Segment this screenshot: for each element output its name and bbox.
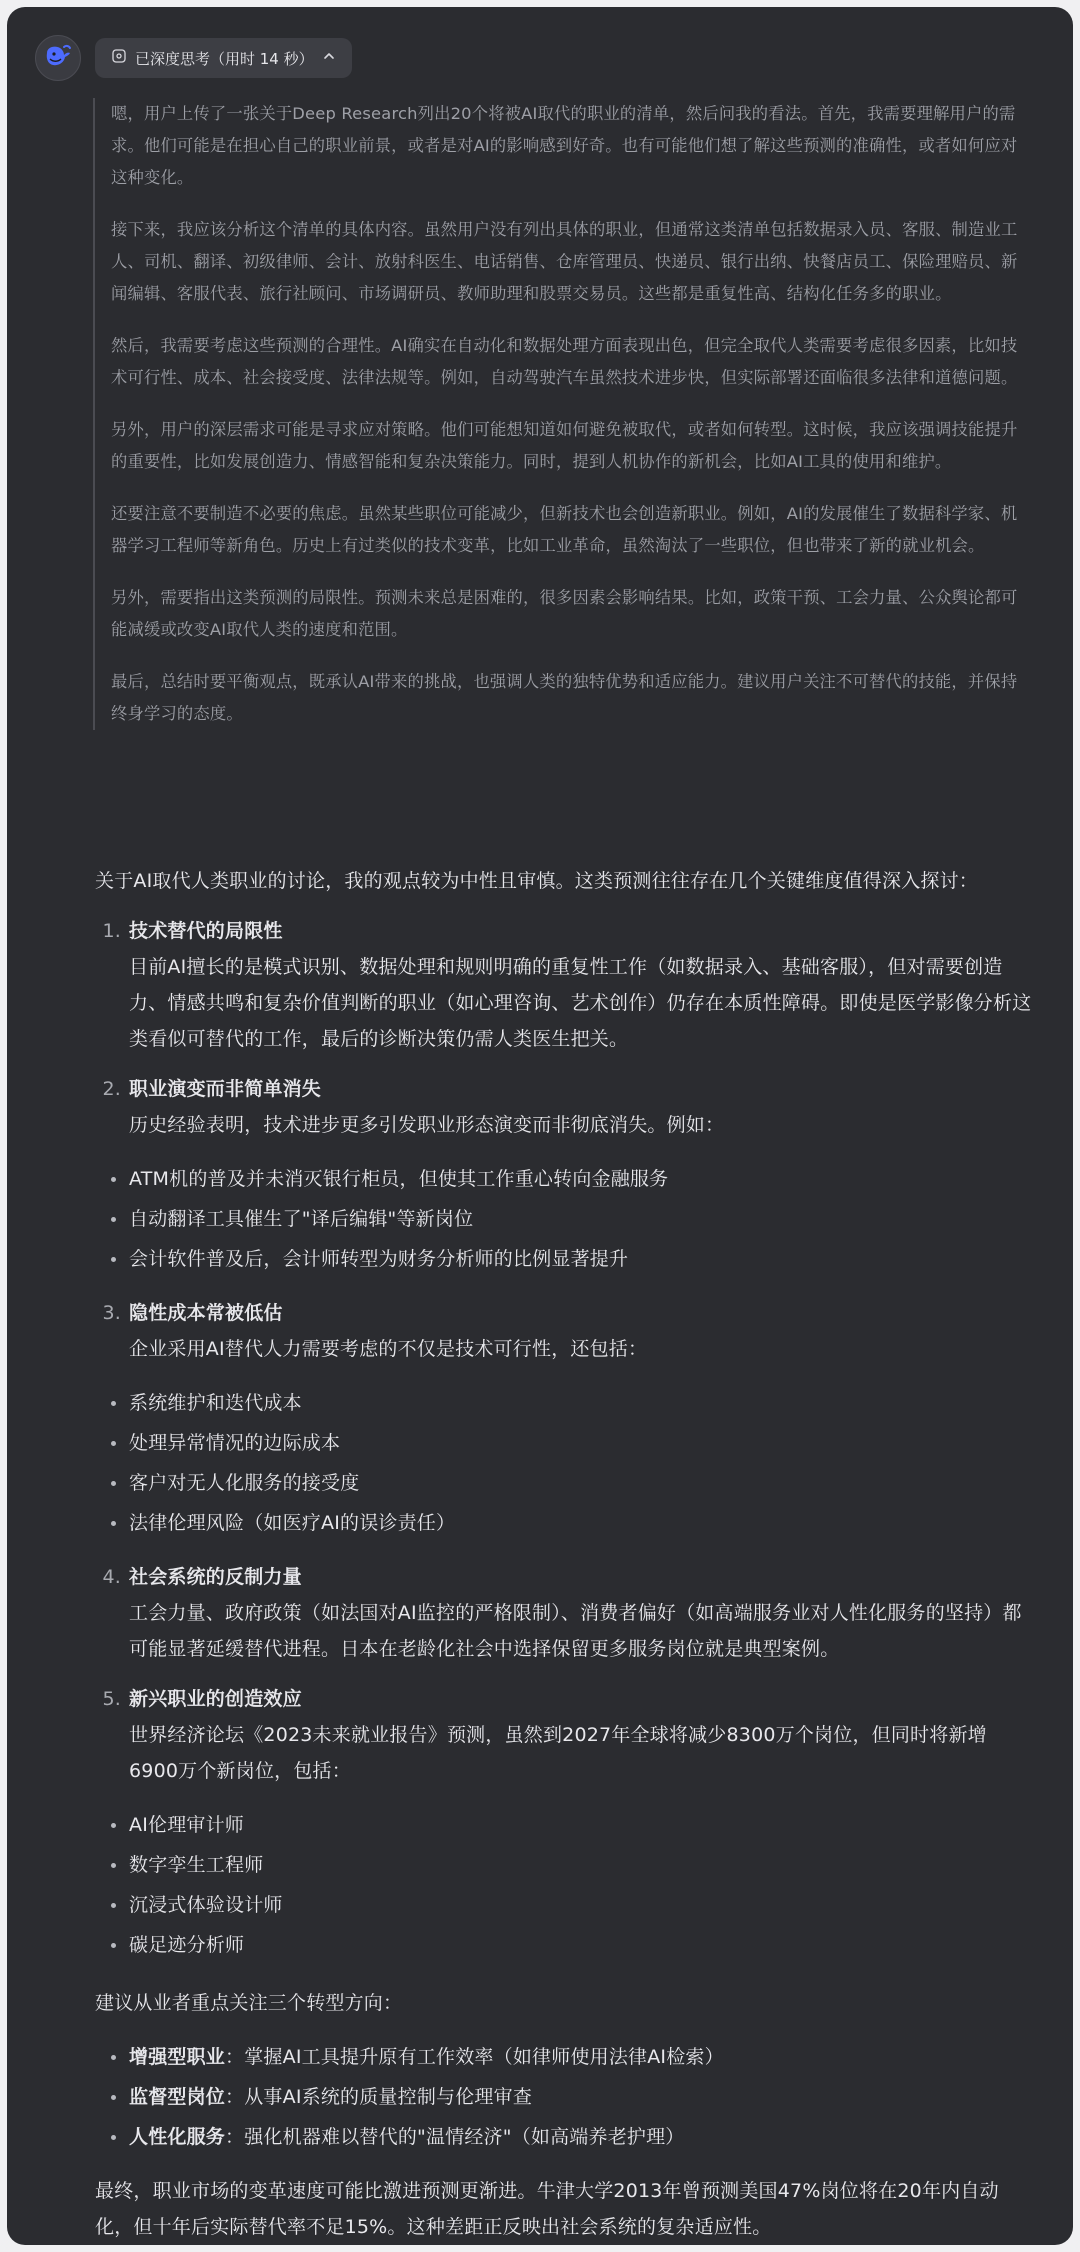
list-item xyxy=(95,1925,1035,1965)
thinking-paragraph: 另外，需要指出这类预测的局限性。预测未来总是困难的，很多因素会影响结果。比如，政策干预、工会力量、公众舆论都可能减缓或改变AI取代人类的速度和范围。 xyxy=(111,588,1018,639)
list-item xyxy=(95,1805,1035,1845)
point-title: 职业演变而非简单消失 xyxy=(129,1078,322,1100)
bullet-list xyxy=(95,1383,1035,1543)
transition-term: 监督型岗位 xyxy=(129,2086,226,2108)
numbered-point xyxy=(95,1559,1035,1667)
thinking-paragraph: 嗯，用户上传了一张关于Deep Research列出20个将被AI取代的职业的清单，然后问我的看法。首先，我需要理解用户的需求。他们可能是在担心自己的职业前景，或者是对AI的影响感到好奇。也有可能他们想了解这些预测的准确性，或者如何应对这种变化。 xyxy=(111,104,1018,187)
point-text: 工会力量、政府政策（如法国对AI监控的严格限制）、消费者偏好（如高端服务业对人性化服务的坚持）都可能显著延缓替代进程。日本在老龄化社会中选择保留更多服务岗位就是典型案例。 xyxy=(129,1602,1022,1660)
bullet-list xyxy=(95,1805,1035,1965)
list-item-text: AI伦理审计师 xyxy=(129,1814,245,1836)
assistant-avatar xyxy=(35,35,81,81)
thinking-paragraph: 接下来，我应该分析这个清单的具体内容。虽然用户没有列出具体的职业，但通常这类清单包括数据录入员、客服、制造业工人、司机、翻译、初级律师、会计、放射科医生、电话销售、仓库管理员、快递员、银行出纳、快餐店员工、保险理赔员、新闻编辑、客服代表、旅行社顾问、市场调研员、教师助理和股票交易员。这些都是重复性高、结构化任务多的职业。 xyxy=(111,220,1018,303)
point-title: 新兴职业的创造效应 xyxy=(129,1688,302,1710)
list-item-text: 自动翻译工具催生了"译后编辑"等新岗位 xyxy=(129,1208,474,1230)
bullet-list xyxy=(95,1159,1035,1279)
answer-content xyxy=(95,863,1035,2245)
transition-intro: 建议从业者重点关注三个转型方向： xyxy=(95,1992,403,2014)
list-item xyxy=(95,1463,1035,1503)
list-item xyxy=(95,1845,1035,1885)
point-title: 技术替代的局限性 xyxy=(129,920,283,942)
chat-panel xyxy=(7,7,1073,2245)
point-number: 4. xyxy=(102,1566,121,1588)
list-item-text: 系统维护和迭代成本 xyxy=(129,1392,302,1414)
thinking-status-label: 已深度思考（用时 14 秒） xyxy=(135,49,314,68)
list-item xyxy=(95,1239,1035,1279)
bullet-dot xyxy=(111,1481,116,1486)
bullet-dot xyxy=(111,1177,116,1182)
list-item-text: 碳足迹分析师 xyxy=(129,1934,245,1956)
bullet-dot xyxy=(111,1903,116,1908)
point-title: 隐性成本常被低估 xyxy=(129,1302,283,1324)
list-item-text: 沉浸式体验设计师 xyxy=(129,1894,283,1916)
thinking-toggle-button[interactable] xyxy=(95,38,352,78)
thinking-paragraph: 另外，用户的深层需求可能是寻求应对策略。他们可能想知道如何避免被取代，或者如何转型。这时候，我应该强调技能提升的重要性，比如发展创造力、情感智能和复杂决策能力。同时，提到人机协作的新机会，比如AI工具的使用和维护。 xyxy=(111,420,1018,471)
answer-conclusion: 最终，职业市场的变革速度可能比激进预测更渐进。牛津大学2013年曾预测美国47%岗位将在20年内自动化，但十年后实际替代率不足15%。这种差距正反映出社会系统的复杂适应性。 xyxy=(95,2180,999,2238)
list-item-text: 客户对无人化服务的接受度 xyxy=(129,1472,360,1494)
transition-term: 人性化服务 xyxy=(129,2126,226,2148)
transition-desc: ：掌握AI工具提升原有工作效率（如律师使用法律AI检索） xyxy=(225,2046,724,2068)
point-text: 历史经验表明，技术进步更多引发职业形态演变而非彻底消失。例如： xyxy=(129,1114,725,1136)
bullet-dot xyxy=(111,2055,116,2060)
point-number: 1. xyxy=(102,920,121,942)
bullet-dot xyxy=(111,1943,116,1948)
point-text: 企业采用AI替代人力需要考虑的不仅是技术可行性，还包括： xyxy=(129,1338,648,1360)
list-item xyxy=(95,1423,1035,1463)
list-item xyxy=(95,1199,1035,1239)
list-item-text: 法律伦理风险（如医疗AI的误诊责任） xyxy=(129,1512,456,1534)
transition-desc: ：强化机器难以替代的"温情经济"（如高端养老护理） xyxy=(225,2126,685,2148)
bullet-dot xyxy=(111,1863,116,1868)
bullet-dot xyxy=(111,1257,116,1262)
thinking-paragraph: 还要注意不要制造不必要的焦虑。虽然某些职位可能减少，但新技术也会创造新职业。例如，AI的发展催生了数据科学家、机器学习工程师等新角色。历史上有过类似的技术变革，比如工业革命，虽然淘汰了一些职位，但也带来了新的就业机会。 xyxy=(111,504,1018,555)
numbered-point xyxy=(95,1295,1035,1367)
thinking-content xyxy=(93,98,1029,730)
list-item xyxy=(95,1885,1035,1925)
list-item xyxy=(95,2037,1035,2077)
list-item-text: 数字孪生工程师 xyxy=(129,1854,264,1876)
point-text: 目前AI擅长的是模式识别、数据处理和规则明确的重复性工作（如数据录入、基础客服），但对需要创造力、情感共鸣和复杂价值判断的职业（如心理咨询、艺术创作）仍存在本质性障碍。即使是医学影像分析这类看似可替代的工作，最后的诊断决策仍需人类医生把关。 xyxy=(129,956,1032,1050)
point-number: 3. xyxy=(102,1302,121,1324)
thinking-paragraph: 然后，我需要考虑这些预测的合理性。AI确实在自动化和数据处理方面表现出色，但完全取代人类需要考虑很多因素，比如技术可行性、成本、社会接受度、法律法规等。例如，自动驾驶汽车虽然技术进步快，但实际部署还面临很多法律和道德问题。 xyxy=(111,336,1018,387)
bullet-dot xyxy=(111,2135,116,2140)
list-item xyxy=(95,2077,1035,2117)
list-item xyxy=(95,1383,1035,1423)
transition-list xyxy=(95,2037,1035,2157)
point-number: 2. xyxy=(102,1078,121,1100)
bullet-dot xyxy=(111,1217,116,1222)
point-number: 5. xyxy=(102,1688,121,1710)
bullet-dot xyxy=(111,2095,116,2100)
bullet-dot xyxy=(111,1521,116,1526)
list-item-text: ATM机的普及并未消灭银行柜员，但使其工作重心转向金融服务 xyxy=(129,1168,669,1190)
list-item xyxy=(95,2117,1035,2157)
numbered-point xyxy=(95,1071,1035,1143)
whale-logo-icon xyxy=(43,43,73,73)
numbered-point xyxy=(95,913,1035,1057)
list-item xyxy=(95,1503,1035,1543)
transition-desc: ：从事AI系统的质量控制与伦理审查 xyxy=(225,2086,533,2108)
bullet-dot xyxy=(111,1441,116,1446)
numbered-point xyxy=(95,1681,1035,1789)
answer-intro: 关于AI取代人类职业的讨论，我的观点较为中性且审慎。这类预测往往存在几个关键维度值得深入探讨： xyxy=(95,870,979,892)
transition-term: 增强型职业 xyxy=(129,2046,226,2068)
thinking-paragraph: 最后，总结时要平衡观点，既承认AI带来的挑战，也强调人类的独特优势和适应能力。建议用户关注不可替代的技能，并保持终身学习的态度。 xyxy=(111,672,1018,723)
list-item-text: 处理异常情况的边际成本 xyxy=(129,1432,341,1454)
list-item-text: 会计软件普及后，会计师转型为财务分析师的比例显著提升 xyxy=(129,1248,629,1270)
point-text: 世界经济论坛《2023未来就业报告》预测，虽然到2027年全球将减少8300万个岗位，但同时将新增6900万个新岗位，包括： xyxy=(129,1724,987,1782)
atom-icon xyxy=(111,48,127,68)
chevron-up-icon xyxy=(322,49,336,67)
bullet-dot xyxy=(111,1823,116,1828)
point-title: 社会系统的反制力量 xyxy=(129,1566,302,1588)
bullet-dot xyxy=(111,1401,116,1406)
list-item xyxy=(95,1159,1035,1199)
